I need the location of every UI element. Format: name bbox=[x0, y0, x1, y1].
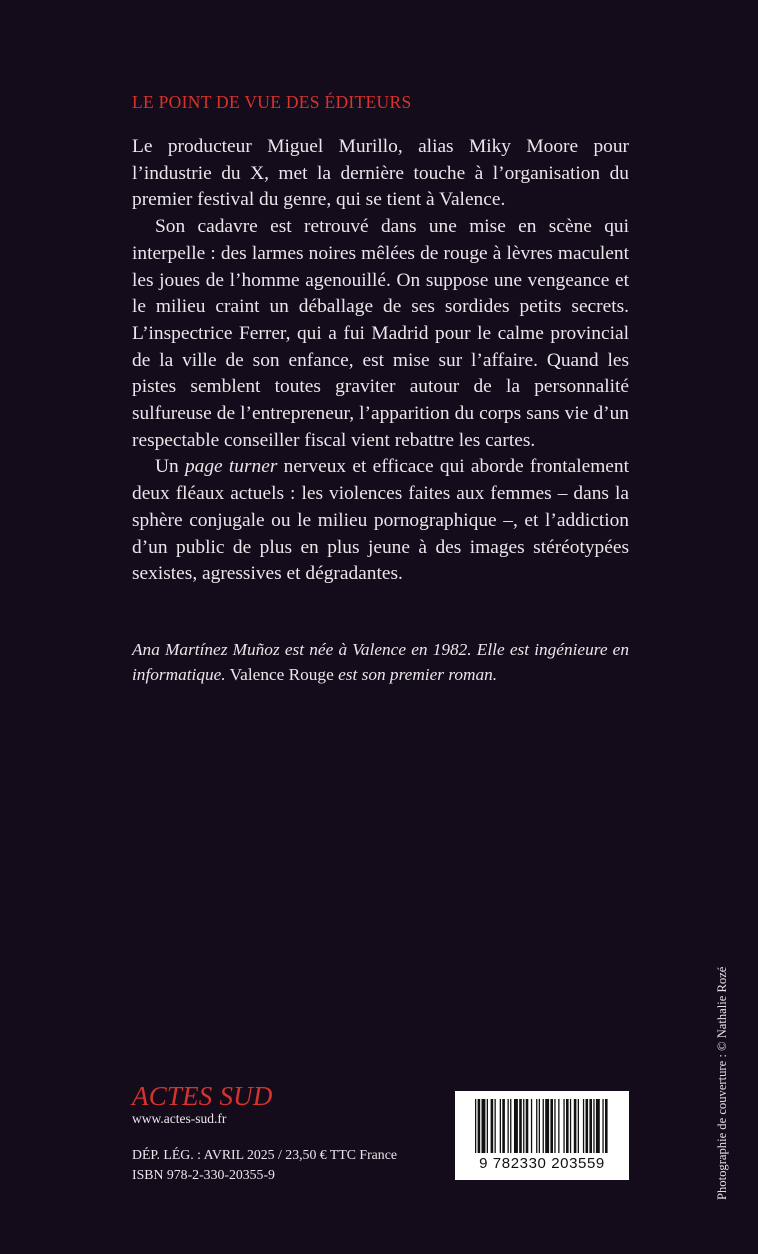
barcode-bar bbox=[605, 1099, 608, 1153]
barcode-bar bbox=[543, 1099, 544, 1153]
blurb-paragraph-1: Le producteur Miguel Murillo, alias Miky Moore pour l’industrie du X, met la dernière touche à l’organisation du premier festival du genre, qui se tient à Valence. bbox=[132, 136, 629, 211]
barcode-bar bbox=[526, 1099, 529, 1153]
barcode-bar bbox=[475, 1099, 476, 1153]
barcode-bar bbox=[570, 1099, 571, 1153]
barcode-bar bbox=[566, 1099, 569, 1153]
barcode-bar bbox=[586, 1099, 589, 1153]
barcode-bar bbox=[602, 1099, 603, 1153]
barcode-bar bbox=[558, 1099, 559, 1153]
blurb-p3-italic: page turner bbox=[184, 456, 278, 478]
barcode-bar bbox=[491, 1099, 494, 1153]
barcode-bar bbox=[589, 1099, 592, 1153]
author-bio-part2: est son premier roman. bbox=[338, 665, 498, 684]
barcode-bar bbox=[596, 1099, 600, 1153]
barcode-bar bbox=[550, 1099, 553, 1153]
barcode-bar bbox=[482, 1099, 486, 1153]
barcode-bar bbox=[523, 1099, 524, 1153]
barcode-bar bbox=[531, 1099, 532, 1153]
barcode-bar bbox=[554, 1099, 555, 1153]
isbn: ISBN 978-2-330-20355-9 bbox=[132, 1167, 275, 1182]
blurb-paragraph-2: Son cadavre est retrouvé dans une mise en scène qui interpelle : des larmes noires mêlées de rouge à lèvres maculent les joues de l’homme agenouillé. On suppose une vengeance et le milieu craint un déballage de ses sordides petits secrets. L’inspectrice Ferrer, qui a fui Madrid pour le calme provincial de la ville de son enfance, est mise sur l’affaire. Quand les pistes semblent toutes graviter autour de la personnalité sulfureuse de l’entrepreneur, l’apparition du corps sans vie d’un respectable conseiller fiscal vient rebattre les cartes. bbox=[132, 216, 629, 451]
barcode-bar bbox=[574, 1099, 577, 1153]
legal-deposit: DÉP. LÉG. : AVRIL 2025 / 23,50 € TTC France bbox=[132, 1147, 397, 1162]
barcode-bar bbox=[578, 1099, 579, 1153]
barcode-bar bbox=[545, 1099, 549, 1153]
barcode-bar bbox=[478, 1099, 481, 1153]
blurb-p3-start: Un bbox=[155, 456, 185, 478]
author-bio-part1: Ana Martínez Muñoz est née à Valence en 1982. Elle est ingénieure en informatique. bbox=[132, 640, 629, 684]
barcode-bar bbox=[536, 1099, 537, 1153]
barcode-bar bbox=[519, 1099, 522, 1153]
barcode-bar bbox=[495, 1099, 496, 1153]
barcode-bar bbox=[487, 1099, 488, 1153]
author-bio bbox=[132, 637, 629, 687]
publisher-blurb bbox=[132, 134, 629, 588]
publisher-website[interactable]: www.actes-sud.fr bbox=[132, 1111, 227, 1126]
blurb-p3-rest: nerveux et efficace qui aborde frontalement deux fléaux actuels : les violences faites aux femmes – dans la sphère conjugale ou le milieu pornographique –, et l’addiction d’un public de plus en plus jeune à des images stéréotypées sexistes, agressives et dégradantes. bbox=[132, 456, 629, 585]
barcode-bar bbox=[510, 1099, 511, 1153]
section-heading: LE POINT DE VUE DES ÉDITEURS bbox=[132, 92, 412, 112]
barcode-digits: 9 782330 203559 bbox=[479, 1155, 605, 1172]
publisher-logo: ACTES SUD bbox=[132, 1081, 273, 1111]
barcode-bar bbox=[508, 1099, 509, 1153]
barcode-bar bbox=[563, 1099, 564, 1153]
photo-credit: Photographie de couverture : © Nathalie Rozé bbox=[715, 966, 729, 1200]
barcode-bar bbox=[502, 1099, 505, 1153]
barcode-bar bbox=[539, 1099, 540, 1153]
blurb-paragraph-3 bbox=[132, 454, 629, 588]
barcode-bars bbox=[455, 1091, 629, 1157]
barcode bbox=[455, 1091, 629, 1180]
barcode-bar bbox=[514, 1099, 518, 1153]
barcode-bar bbox=[593, 1099, 594, 1153]
barcode-bar bbox=[500, 1099, 501, 1153]
barcode-bar bbox=[583, 1099, 584, 1153]
author-bio-title: Valence Rouge bbox=[225, 665, 339, 684]
